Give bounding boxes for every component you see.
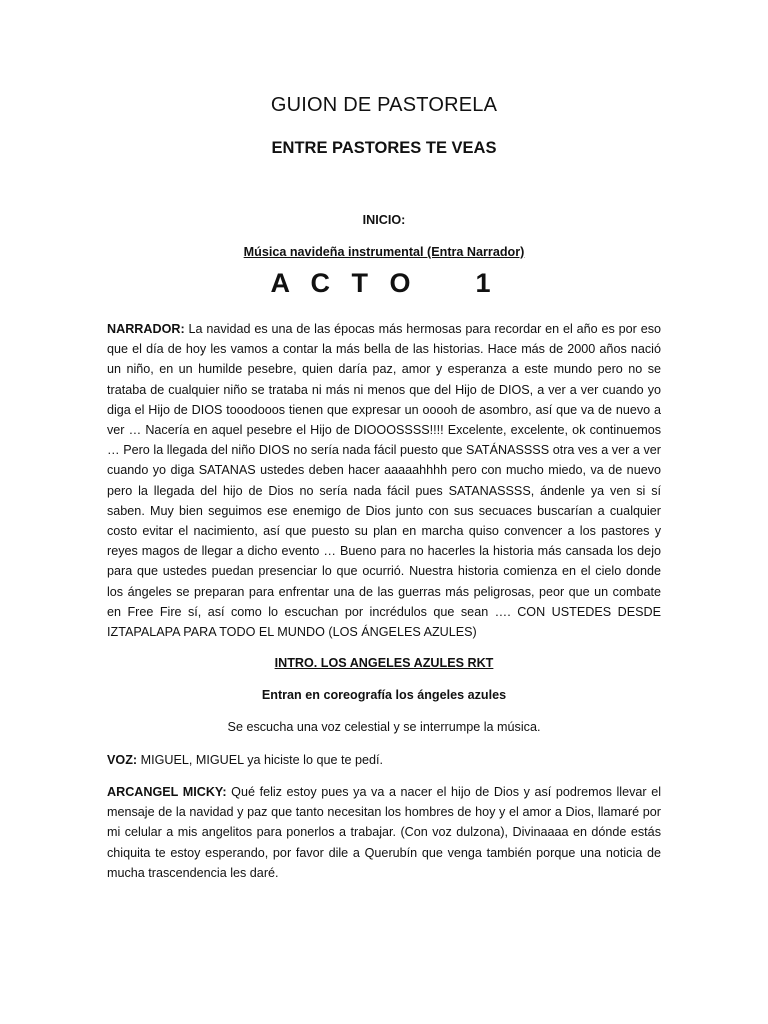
voz-paragraph (107, 750, 661, 770)
stage-direction: Entran en coreografía los ángeles azules (261, 688, 507, 702)
act-heading: A C T O 1 (270, 268, 498, 298)
document-title: GUION DE PASTORELA (270, 94, 498, 116)
inicio-label: INICIO: (362, 213, 406, 227)
arcangel-text: Qué feliz estoy pues ya va a nacer el hijo de Dios y así podremos llevar el mensaje de la navidad y paz que tanto necesitan los hombres de hoy y el amor a Dios, llamaré por mi celular a mis angelitos para ponerlos a trabajar. (Con voz dulzona), Divinaaaa en dónde estás chiquita te estoy esperando, por favor dile a Querubín que venga también porque una noticia de mucha trascendencia les daré. (107, 785, 661, 880)
celestial-voice-note: Se escucha una voz celestial y se interrumpe la música. (227, 720, 541, 734)
voz-text: MIGUEL, MIGUEL ya hiciste lo que te pedí. (137, 753, 384, 767)
narrador-speaker: NARRADOR: (107, 322, 185, 336)
arcangel-speaker: ARCANGEL MICKY: (107, 785, 227, 799)
music-cue: Música navideña instrumental (Entra Narrador) (243, 245, 525, 259)
voz-speaker: VOZ: (107, 753, 138, 767)
intro-heading: INTRO. LOS ANGELES AZULES RKT (274, 656, 494, 670)
narrador-paragraph (107, 319, 661, 642)
narrador-text: La navidad es una de las épocas más hermosas para recordar en el año es por eso que el día de hoy les vamos a contar la más bella de las historias. Hace más de 2000 años nació un niño, en un humilde pesebre, quien daría paz, amor y esperanza a este mundo pero no se trataba de cualquier niño se trataba ni más ni menos que del Hijo de DIOS, a ver a ver cuando yo diga el Hijo de DIOS tooodooos tienen que expresar un ooooh de asombro, así que va de nuevo a ver … Nacería en aquel pesebre el Hijo de DIOOOSSSS!!!! Excelente, excelente, ok continuemos … Pero la llegada del niño DIOS no sería nada fácil puesto que SATÁNASSSS otra ves a ver a ver cuando yo diga SATANAS ustedes deben hacer aaaaahhhh pero con mucho miedo, va de nuevo pero la llegada del hijo de Dios no sería nada fácil pues SATANASSSS, ándenle ya ven si sí saben. Muy bien seguimos ese enemigo de Dios junto con sus secuaces buscarían a cualquier costo evitar el nacimiento, así que puesto su plan en marcha quiso convencer a los pastores y reyes magos de llegar a dicho evento … Bueno para no hacerles la historia más cansada los dejo para que ustedes puedan presenciar lo que ocurrió. Nuestra historia comienza en el cielo donde los ángeles se preparan para enfrentar una de las guerras más peligrosas, peor que un combate en Free Fire sí, así como lo escuchan por incrédulos que sean …. CON USTEDES DESDE IZTAPALAPA PARA TODO EL MUNDO (LOS ÁNGELES AZULES) (107, 322, 661, 640)
document-subtitle: ENTRE PASTORES TE VEAS (271, 139, 497, 157)
arcangel-paragraph (107, 782, 661, 883)
